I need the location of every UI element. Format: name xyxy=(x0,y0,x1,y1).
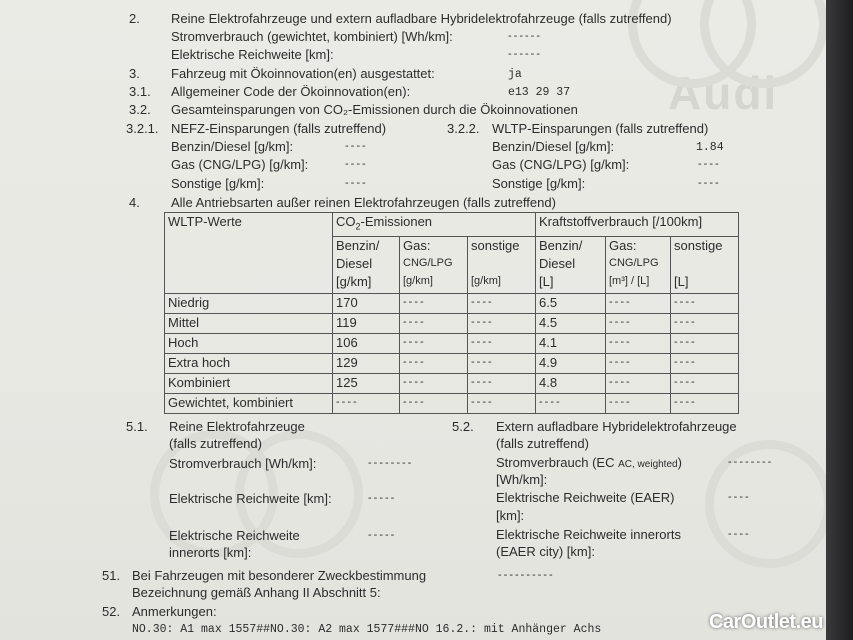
phev-power-label xyxy=(496,455,682,472)
subheader-line: [L] xyxy=(539,273,554,289)
row-label: Niedrig xyxy=(165,293,333,313)
subheader-cell xyxy=(671,236,739,293)
section-3-1-number: 3.1. xyxy=(129,84,151,99)
table-cell: ---- xyxy=(606,353,671,373)
subheader-line: Benzin/ xyxy=(539,237,583,253)
phev-range-label: Elektrische Reichweite (EAER) xyxy=(496,490,675,505)
table-cell: ---- xyxy=(606,373,671,393)
phev-range-unit: [km]: xyxy=(496,508,525,523)
subheader-line: sonstige xyxy=(471,237,520,253)
subheader-line: Diesel xyxy=(539,255,576,271)
row-label: Hoch xyxy=(165,333,333,353)
table-cell: 125 xyxy=(333,373,400,393)
header-co2-post: -Emissionen xyxy=(360,214,433,229)
table-cell: ---- xyxy=(468,333,536,353)
phev-city-range-label-2: (EAER city) [km]: xyxy=(496,544,595,559)
table-cell: ---- xyxy=(400,373,468,393)
wltp-sonstige-label: Sonstige [g/km]: xyxy=(492,176,586,191)
bev-city-range-label-2: innerorts [km]: xyxy=(169,545,252,560)
bev-city-range-label-1: Elektrische Reichweite xyxy=(169,528,300,543)
table-cell: 119 xyxy=(333,313,400,333)
subheader-line xyxy=(674,256,735,271)
section-3-number: 3. xyxy=(129,66,140,81)
row-label: Kombiniert xyxy=(165,373,333,393)
section-52-title: Anmerkungen: xyxy=(132,604,217,619)
bev-city-range-value: ----- xyxy=(368,529,397,541)
phev-power-label-sub: AC, weighted xyxy=(618,459,678,470)
section-2-title: Reine Elektrofahrzeuge und extern aufladbare Hybridelektrofahrzeuge (falls zutreffend) xyxy=(171,11,672,26)
phev-city-range-label-1: Elektrische Reichweite innerorts xyxy=(496,527,681,542)
section-3-2-2-number: 3.2.2. xyxy=(447,121,480,136)
header-co2-emissions xyxy=(333,213,536,237)
section-5-1-number: 5.1. xyxy=(126,419,148,434)
section-2-power-label: Stromverbrauch (gewichtet, kombiniert) [Wh/km]: xyxy=(171,29,453,44)
right-frame-edge xyxy=(826,0,853,640)
table-cell: ---- xyxy=(468,293,536,313)
section-2-range-value: ------ xyxy=(508,48,542,60)
table-row xyxy=(165,313,739,333)
wltp-values-table xyxy=(164,212,739,414)
table-cell: 4.8 xyxy=(536,373,606,393)
phev-city-range-value: ---- xyxy=(728,528,751,540)
bev-power-label: Stromverbrauch [Wh/km]: xyxy=(169,456,317,471)
subheader-line: Benzin/ xyxy=(336,237,380,253)
table-cell: ---- xyxy=(671,313,739,333)
table-row xyxy=(165,393,739,413)
wltp-benzin-value: 1.84 xyxy=(696,141,724,154)
section-3-2-1-number: 3.2.1. xyxy=(126,121,159,136)
wltp-gas-label: Gas (CNG/LPG) [g/km]: xyxy=(492,157,630,172)
subheader-line: CNG/LPG xyxy=(609,256,659,269)
phev-power-value: -------- xyxy=(728,456,774,468)
section-3-1-value: e13 29 37 xyxy=(508,86,571,99)
subheader-cell xyxy=(536,236,606,293)
table-cell: 4.9 xyxy=(536,353,606,373)
table-cell: ---- xyxy=(671,353,739,373)
section-5-2-title: Extern aufladbare Hybridelektrofahrzeuge xyxy=(496,419,737,434)
table-cell: 106 xyxy=(333,333,400,353)
table-body xyxy=(165,293,739,413)
section-3-title: Fahrzeug mit Ökoinnovation(en) ausgestattet: xyxy=(171,66,435,81)
subheader-line: [g/km] xyxy=(471,274,501,287)
phev-power-unit: [Wh/km]: xyxy=(496,472,548,487)
table-cell: ---- xyxy=(671,333,739,353)
nefz-benzin-label: Benzin/Diesel [g/km]: xyxy=(171,139,294,154)
section-3-2-title: Gesamteinsparungen von CO₂-Emissionen durch die Ökoinnovationen xyxy=(171,102,578,117)
table-cell: ---- xyxy=(671,393,739,413)
table-header-row xyxy=(165,213,739,237)
section-2-power-value: ------ xyxy=(508,30,542,42)
table-cell: ---- xyxy=(400,293,468,313)
section-5-2-title-2: (falls zutreffend) xyxy=(496,436,589,451)
wltp-sonstige-value: ---- xyxy=(698,177,721,189)
phev-power-label-main: Stromverbrauch (EC xyxy=(496,455,615,470)
subheader-line: [L] xyxy=(674,273,689,289)
table-cell: ---- xyxy=(400,333,468,353)
table-row xyxy=(165,293,739,313)
table-cell: ---- xyxy=(400,353,468,373)
table-row xyxy=(165,373,739,393)
subheader-line: [g/km] xyxy=(403,274,433,287)
subheader-cell xyxy=(333,236,400,293)
section-51-value: ---------- xyxy=(498,569,555,581)
table-cell: 170 xyxy=(333,293,400,313)
table-cell: ---- xyxy=(333,393,400,413)
table-cell: ---- xyxy=(671,373,739,393)
bev-power-value: -------- xyxy=(368,457,414,469)
wltp-benzin-label: Benzin/Diesel [g/km]: xyxy=(492,139,615,154)
table-cell: ---- xyxy=(400,393,468,413)
section-3-2-1-title: NEFZ-Einsparungen (falls zutreffend) xyxy=(171,121,387,136)
section-3-2-number: 3.2. xyxy=(129,102,151,117)
header-wltp-werte: WLTP-Werte xyxy=(165,213,333,294)
subheader-line: [g/km] xyxy=(336,273,372,289)
phev-range-value: ---- xyxy=(728,491,751,503)
row-label: Gewichtet, kombiniert xyxy=(165,393,333,413)
section-2-range-label: Elektrische Reichweite [km]: xyxy=(171,47,334,62)
subheader-cell xyxy=(468,236,536,293)
table-cell: ---- xyxy=(606,293,671,313)
subheader-cell xyxy=(400,236,468,293)
table-cell: ---- xyxy=(468,373,536,393)
site-watermark: CarOutlet.eu xyxy=(708,611,823,633)
section-2-number: 2. xyxy=(129,11,140,26)
subheader-line: CNG/LPG xyxy=(403,256,453,269)
bev-range-value: ----- xyxy=(368,492,397,504)
subheader-line: [m³] / [L] xyxy=(609,274,650,287)
table-cell: 4.1 xyxy=(536,333,606,353)
section-3-value: ja xyxy=(508,68,522,81)
header-co2-sub: 2 xyxy=(355,221,361,232)
wltp-gas-value: ---- xyxy=(698,158,721,170)
section-4-number: 4. xyxy=(129,195,140,210)
subheader-line xyxy=(471,256,532,271)
subheader-line: Gas: xyxy=(403,237,431,253)
header-fuel-consumption: Kraftstoffverbrauch [/100km] xyxy=(536,213,739,237)
table-cell: 6.5 xyxy=(536,293,606,313)
header-co2-pre: CO xyxy=(336,214,356,229)
section-5-1-title: Reine Elektrofahrzeuge xyxy=(169,419,305,434)
section-5-1-title-2: (falls zutreffend) xyxy=(169,436,262,451)
subheader-line: sonstige xyxy=(674,237,723,253)
section-4-title: Alle Antriebsarten außer reinen Elektrofahrzeugen (falls zutreffend) xyxy=(171,195,556,210)
table-cell: ---- xyxy=(606,333,671,353)
table-cell: ---- xyxy=(400,313,468,333)
nefz-gas-value: ---- xyxy=(345,158,368,170)
table-row xyxy=(165,353,739,373)
table-row xyxy=(165,333,739,353)
subheader-cell xyxy=(606,236,671,293)
section-52-remarks-line: NO.30: A1 max 1557##NO.30: A2 max 1577###NO 16.2.: mit Anhänger Achs xyxy=(132,623,602,636)
table-cell: ---- xyxy=(671,293,739,313)
bev-range-label: Elektrische Reichweite [km]: xyxy=(169,491,332,506)
section-5-2-number: 5.2. xyxy=(452,419,474,434)
table-cell: ---- xyxy=(468,313,536,333)
table-cell: ---- xyxy=(536,393,606,413)
nefz-sonstige-label: Sonstige [g/km]: xyxy=(171,176,265,191)
subheader-line: Gas: xyxy=(609,237,637,253)
row-label: Mittel xyxy=(165,313,333,333)
table-cell: ---- xyxy=(606,393,671,413)
row-label: Extra hoch xyxy=(165,353,333,373)
table-cell: ---- xyxy=(468,393,536,413)
nefz-sonstige-value: ---- xyxy=(345,177,368,189)
section-51-title: Bei Fahrzeugen mit besonderer Zweckbestimmung xyxy=(132,568,427,583)
table-cell: 129 xyxy=(333,353,400,373)
section-51-line-2: Bezeichnung gemäß Anhang II Abschnitt 5: xyxy=(132,585,381,600)
section-3-1-title: Allgemeiner Code der Ökoinnovation(en): xyxy=(171,84,411,99)
section-3-2-2-title: WLTP-Einsparungen (falls zutreffend) xyxy=(492,121,709,136)
table-cell: ---- xyxy=(606,313,671,333)
table-cell: ---- xyxy=(468,353,536,373)
section-51-number: 51. xyxy=(102,568,121,583)
table-cell: 4.5 xyxy=(536,313,606,333)
subheader-line: Diesel xyxy=(336,255,373,271)
nefz-benzin-value: ---- xyxy=(345,140,368,152)
phev-power-label-close: ) xyxy=(677,455,682,470)
section-52-number: 52. xyxy=(102,604,121,619)
background-logo-text: Audi xyxy=(668,67,779,119)
nefz-gas-label: Gas (CNG/LPG) [g/km]: xyxy=(171,157,309,172)
